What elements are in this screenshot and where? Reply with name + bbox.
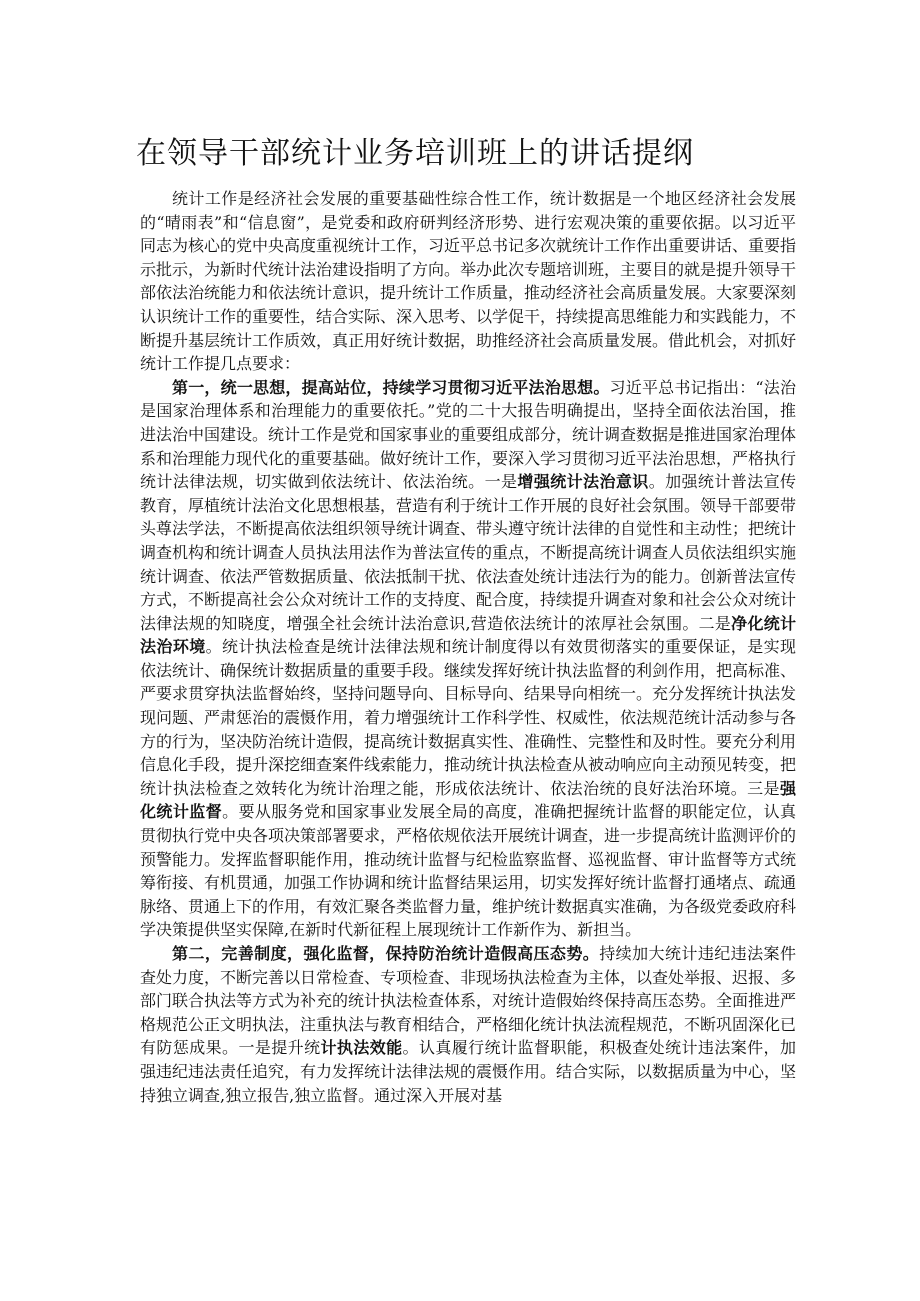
section-two-paragraph — [140, 942, 796, 1107]
section-two-heading: 第二，完善制度，强化监督，保持防治统计造假高压态势。 — [172, 944, 600, 963]
document-body — [140, 187, 796, 1107]
section-one-text-2: 。加强统计普法宣传教育，厚植统计法治文化思想根基，营造有利于统计工作开展的良好社会氛围。领导干部要带头尊法学法，不断提高依法组织领导统计调查、带头遵守统计法律的自觉性和主动性；把统计调查机构和统计调查人员执法用法作为普法宣传的重点，不断提高统计调查人员依法组织实施统计调查、依法严管数据质量、依法抵制干扰、依法查处统计违法行为的能力。创新普法宣传方式，不断提高社会公众对统计工作的支持度、配合度，持续提升调查对象和社会公众对统计法律法规的知晓度，增强全社会统计法治意识,营造依法统计的浓厚社会氛围。二是 — [140, 472, 797, 633]
section-one-point-2-heading: 净化统计法治环境 — [140, 613, 796, 657]
section-one-text-3: 。统计执法检查是统计法律法规和统计制度得以有效贯彻落实的重要保证，是实现依法统计、确保统计数据质量的重要手段。继续发挥好统计执法监督的利剑作用，把高标准、严要求贯穿执法监督始终，坚持问题导向、目标导向、结果导向相统一。充分发挥统计执法发现问题、严肃惩治的震慑作用，着力增强统计工作科学性、权威性，依法规范统计活动参与各方的行为，坚决防治统计造假，提高统计数据真实性、准确性、完整性和及时性。要充分利用信息化手段，提升深挖细查案件线索能力，推动统计执法检查从被动响应向主动预见转变，把统计执法检查之效转化为统计治理之能，形成依法统计、依法治统的良好法治环境。三是 — [140, 637, 797, 798]
document-title: 在领导干部统计业务培训班上的讲话提纲 — [136, 136, 694, 171]
section-one-heading: 第一，统一思想，提高站位，持续学习贯彻习近平法治思想。 — [172, 377, 610, 397]
section-two-point-1-heading: 计执法效能 — [320, 1038, 403, 1058]
section-one-text-1: 习近平总书记指出：“法治是国家治理体系和治理能力的重要依托。”党的二十大报告明确提出，坚持全面依法治国，推进法治中国建设。统计工作是党和国家事业的重要组成部分，统计调查数据是推进国家治理体系和治理能力现代化的重要基础。做好统计工作，要深入学习贯彻习近平法治思想，严格执行统计法律法规，切实做到依法统计、依法治统。一是 — [140, 377, 797, 492]
section-one-point-1-heading: 增强统计法治意识 — [517, 472, 649, 492]
section-one-text-4: 。要从服务党和国家事业发展全局的高度，准确把握统计监督的职能定位，认真贯彻执行党中央各项决策部署要求，严格依规依法开展统计调查，进一步提高统计监测评价的预警能力。发挥监督职能作用，推动统计监督与纪检监察监督、巡视监督、审计监督等方式统筹衔接、有机贯通，加强工作协调和统计监督结果运用，切实发挥好统计监督打通堵点、疏通脉络、贯通上下的作用，有效汇聚各类监督力量，维护统计数据真实准确，为各级党委政府科学决策提供坚实保障,在新时代新征程上展现统计工作新作为、新担当。 — [140, 802, 797, 940]
intro-paragraph: 统计工作是经济社会发展的重要基础性综合性工作，统计数据是一个地区经济社会发展的“晴雨表”和“信息窗”，是党委和政府研判经济形势、进行宏观决策的重要依据。以习近平同志为核心的党中央高度重视统计工作，习近平总书记多次就统计工作作出重要讲话、重要指示批示，为新时代统计法治建设指明了方向。举办此次专题培训班，主要目的就是提升领导干部依法治统能力和依法统计意识，提升统计工作质量，推动经济社会高质量发展。大家要深刻认识统计工作的重要性，结合实际、深入思考、以学促干，持续提高思维能力和实践能力，不断提升基层统计工作质效，真正用好统计数据，助推经济社会高质量发展。借此机会，对抓好统计工作提几点要求： — [140, 189, 797, 374]
section-one-paragraph — [140, 376, 796, 942]
section-two-text-1: 持续加大统计违纪违法案件查处力度，不断完善以日常检查、专项检查、非现场执法检查为主体，以查处举报、迟报、多部门联合执法等方式为补充的统计执法检查体系，对统计造假始终保持高压态势。全面推进严格规范公正文明执法，注重执法与教育相结合，严格细化统计执法流程规范，不断巩固深化已有防惩成果。一是提升统 — [140, 944, 797, 1058]
section-two-text-2: 。认真履行统计监督职能，积极查处统计违法案件，加强违纪违法责任追究，有力发挥统计法律法规的震慑作用。结合实际，以数据质量为中心，坚持独立调查,独立报告,独立监督。通过深入开展对基 — [140, 1038, 797, 1105]
section-one-point-3-heading: 强化统计监督 — [140, 778, 796, 822]
